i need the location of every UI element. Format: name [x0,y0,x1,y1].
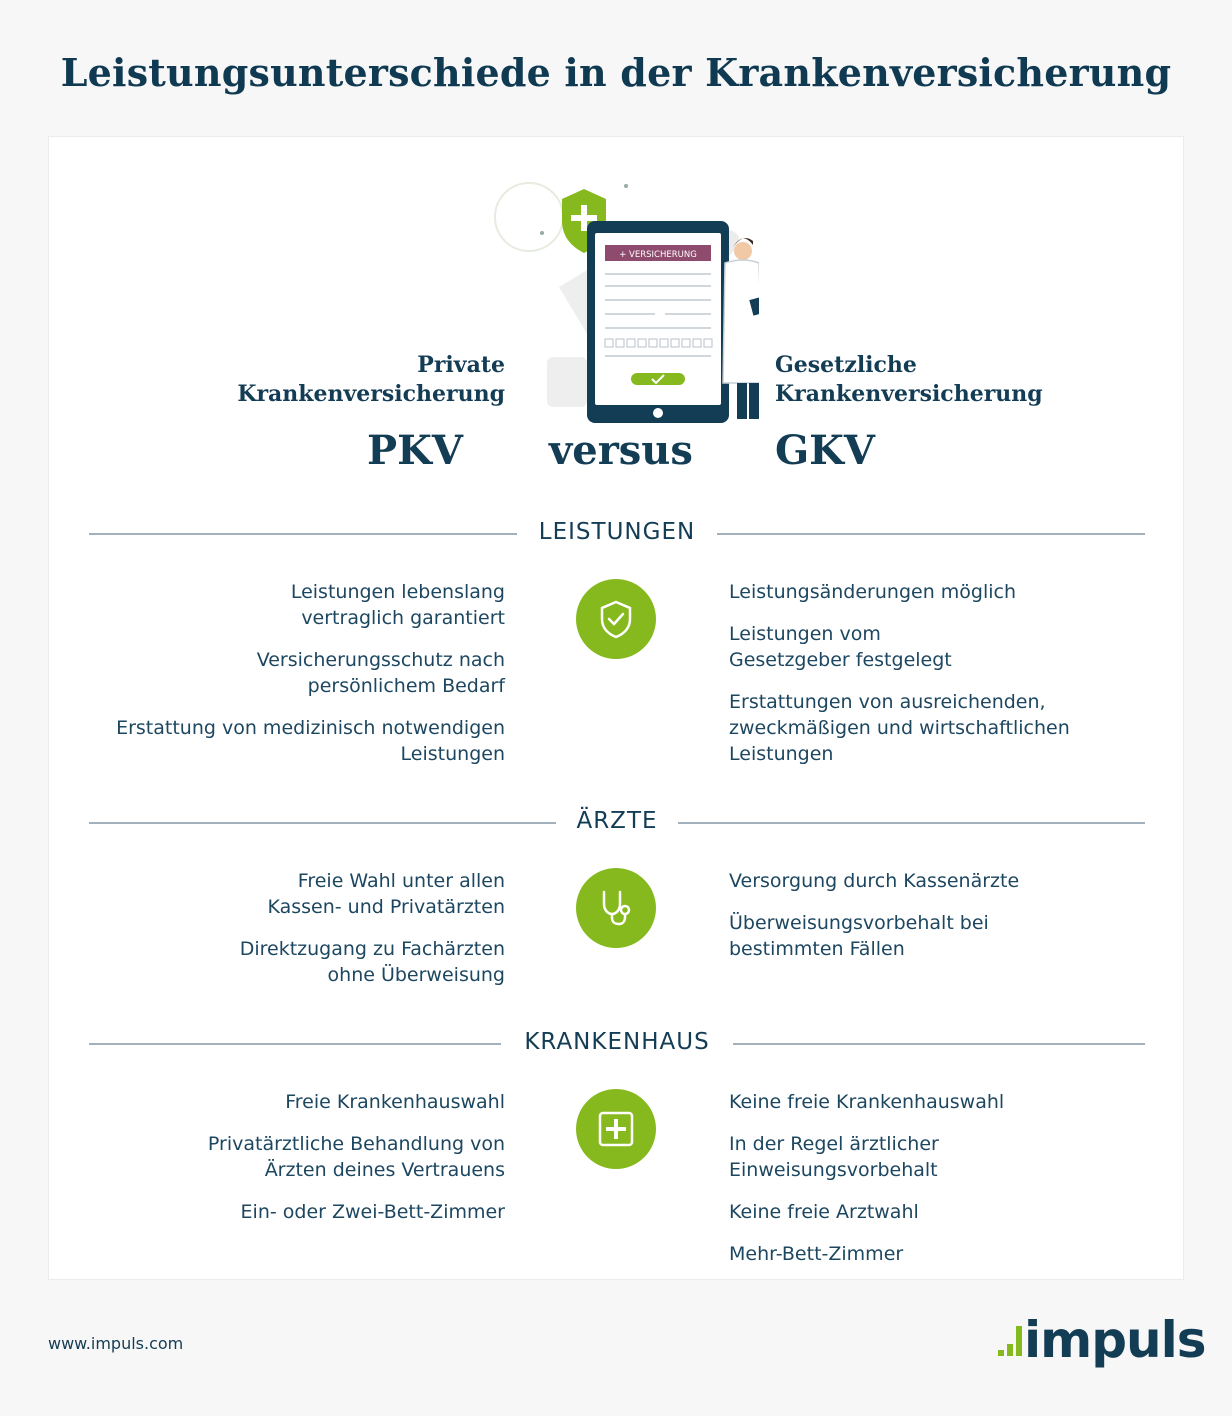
doctor-tablet-illustration [489,177,759,427]
pkv-label-line-1: Private [417,352,505,378]
pkv-abbreviation: PKV [367,427,463,474]
gkv-aerzte-list [729,868,1149,978]
list-item-line: zweckmäßigen und wirtschaftlichen [729,717,1070,739]
list-item [105,936,505,988]
versus-label: versus [549,427,693,474]
list-item-line: Leistungen vom [729,623,881,645]
section-title-krankenhaus: KRANKENHAUS [524,1029,710,1055]
gkv-label-line-2: Krankenversicherung [775,381,1043,407]
list-item-line: Erstattung von medizinisch notwendigen [116,717,505,739]
section-header-aerzte [89,808,1145,838]
section-header-leistungen [89,519,1145,549]
list-item [105,1131,505,1183]
list-item-line: Überweisungsvorbehalt bei [729,912,989,934]
list-item-line: In der Regel ärztlicher Einweisungsvorbehalt [729,1133,939,1181]
section-title-leistungen: LEISTUNGEN [538,519,696,545]
list-item [105,1199,505,1225]
logo-text: impuls [1024,1311,1206,1369]
section-header-krankenhaus [89,1029,1145,1059]
list-item-line: Freie Wahl unter allen [297,870,505,892]
hospital-cross-icon [576,1089,656,1169]
list-item [105,647,505,699]
list-item-line: Erstattungen von ausreichenden, [729,691,1046,713]
list-item-line: Versicherungsschutz nach [256,649,505,671]
shield-check-icon [576,579,656,659]
list-item-line: Mehr-Bett-Zimmer [729,1243,904,1265]
list-item [729,868,1149,894]
tablet-icon [587,221,729,423]
list-item [105,1089,505,1115]
list-item-line: Direktzugang zu Fachärzten [239,938,505,960]
list-item [729,621,1149,673]
list-item-line: Freie Krankenhauswahl [285,1091,505,1113]
list-item [105,579,505,631]
list-item [729,1241,1149,1267]
page-title: Leistungsunterschiede in der Krankenversicherung [60,50,1172,95]
gkv-leistungen-list [729,579,1149,783]
list-item-line: Privatärztliche Behandlung von [207,1133,505,1155]
list-item-line: Gesetzgeber festgelegt [729,649,952,671]
pkv-leistungen-list [105,579,505,783]
list-item [729,910,1149,962]
list-item [729,579,1149,605]
pkv-label [155,351,505,409]
list-item [729,1131,1149,1183]
list-item-line: Leistungen [729,743,834,765]
list-item-line: Ein- oder Zwei-Bett-Zimmer [240,1201,505,1223]
pkv-label-line-2: Krankenversicherung [237,381,505,407]
gkv-label [775,351,1075,409]
list-item-line: Leistungsänderungen möglich [729,581,1017,603]
list-item-line: Keine freie Krankenhauswahl [729,1091,1005,1113]
stethoscope-icon [576,868,656,948]
list-item-line: Keine freie Arztwahl [729,1201,919,1223]
list-item-line: Kassen- und Privatärzten [267,896,505,918]
gkv-abbreviation: GKV [775,427,875,474]
divider-line [733,1043,1145,1045]
divider-line [717,533,1145,535]
pkv-krankenhaus-list [105,1089,505,1241]
comparison-card [48,136,1184,1280]
list-item-line: Ärzten deines Vertrauens [264,1159,505,1181]
list-item-line: Versorgung durch Kassenärzte [729,870,1020,892]
list-item-line: Leistungen [400,743,505,765]
logo-bars-icon [998,1312,1024,1362]
list-item [729,689,1149,767]
list-item-line: ohne Überweisung [327,964,505,986]
list-item-line: bestimmten Fällen [729,938,905,960]
list-item-line: Leistungen lebenslang [290,581,505,603]
pkv-aerzte-list [105,868,505,1004]
gkv-label-line-1: Gesetzliche [775,352,917,378]
list-item [105,715,505,767]
impuls-logo [998,1311,1206,1372]
list-item [729,1199,1149,1225]
list-item-line: persönlichem Bedarf [307,675,505,697]
list-item [729,1089,1149,1115]
footer-url[interactable]: www.impuls.com [48,1334,184,1353]
list-item [105,868,505,920]
gkv-krankenhaus-list [729,1089,1149,1283]
divider-line [678,822,1145,824]
list-item-line: vertraglich garantiert [301,607,505,629]
svg-text:+ VERSICHERUNG: + VERSICHERUNG [619,250,697,260]
section-title-aerzte: ÄRZTE [576,808,658,834]
